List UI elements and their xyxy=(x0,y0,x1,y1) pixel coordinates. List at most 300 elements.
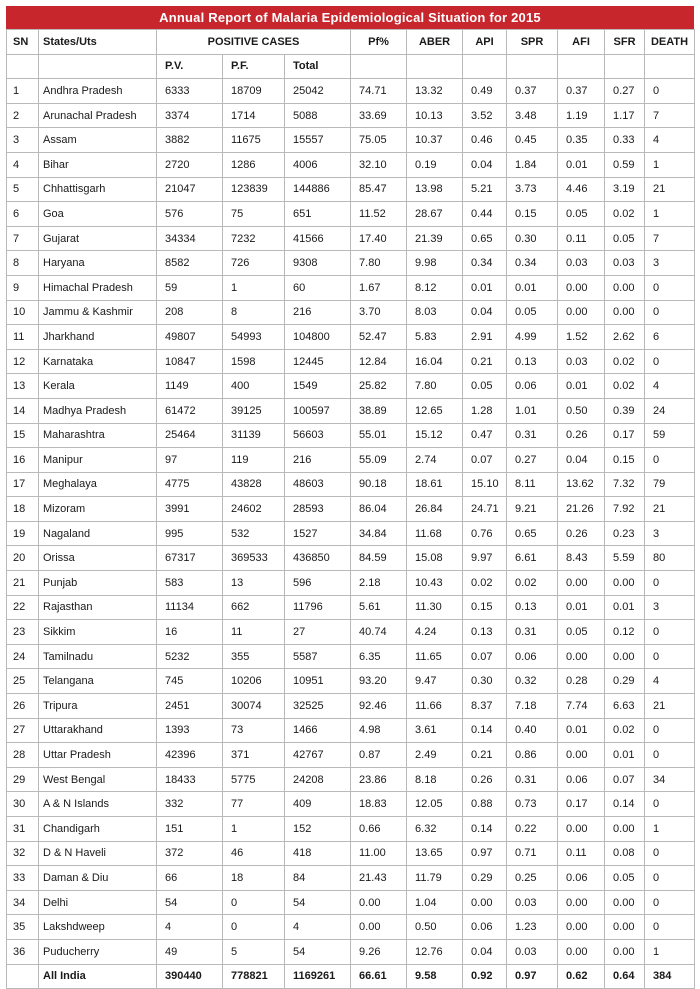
cell-sfr: 0.02 xyxy=(605,202,645,227)
cell-spr: 6.61 xyxy=(507,546,558,571)
cell-pf: 24602 xyxy=(223,497,285,522)
cell-aber: 2.49 xyxy=(407,743,463,768)
cell-afi: 0.37 xyxy=(558,79,605,104)
cell-api: 3.52 xyxy=(463,103,507,128)
header-afi: AFI xyxy=(558,30,605,55)
cell-afi: 7.74 xyxy=(558,694,605,719)
cell-api: 0.65 xyxy=(463,226,507,251)
cell-api: 0.30 xyxy=(463,669,507,694)
cell-pf: 54993 xyxy=(223,325,285,350)
cell-afi: 0.03 xyxy=(558,251,605,276)
cell-death: 0 xyxy=(645,620,695,645)
cell-pv: 5232 xyxy=(157,644,223,669)
cell-aber: 5.83 xyxy=(407,325,463,350)
cell-afi: 1.52 xyxy=(558,325,605,350)
cell-pv: 4 xyxy=(157,915,223,940)
cell-pf: 726 xyxy=(223,251,285,276)
cell-pf: 73 xyxy=(223,718,285,743)
cell-sfr: 0.00 xyxy=(605,571,645,596)
cell-sfr: 7.32 xyxy=(605,472,645,497)
cell-pf-pct: 84.59 xyxy=(351,546,407,571)
cell-pv: 3991 xyxy=(157,497,223,522)
cell-sn: 34 xyxy=(7,890,39,915)
cell-total: 12445 xyxy=(285,349,351,374)
cell-total: 11796 xyxy=(285,595,351,620)
cell-aber: 9.98 xyxy=(407,251,463,276)
cell-sn: 33 xyxy=(7,866,39,891)
cell-pf: 1 xyxy=(223,275,285,300)
table-row xyxy=(7,448,695,473)
cell-pf: 1598 xyxy=(223,349,285,374)
cell-afi: 0.11 xyxy=(558,226,605,251)
total-cell-afi: 0.62 xyxy=(558,964,605,989)
cell-state: West Bengal xyxy=(39,767,157,792)
subheader-empty xyxy=(39,54,157,79)
table-row xyxy=(7,743,695,768)
cell-sfr: 0.03 xyxy=(605,251,645,276)
cell-sn: 8 xyxy=(7,251,39,276)
cell-death: 7 xyxy=(645,226,695,251)
cell-total: 15557 xyxy=(285,128,351,153)
table-row xyxy=(7,423,695,448)
cell-sfr: 0.05 xyxy=(605,226,645,251)
cell-afi: 0.01 xyxy=(558,718,605,743)
cell-sn: 22 xyxy=(7,595,39,620)
table-row xyxy=(7,103,695,128)
cell-sfr: 0.15 xyxy=(605,448,645,473)
cell-aber: 11.65 xyxy=(407,644,463,669)
cell-state: Uttarakhand xyxy=(39,718,157,743)
subheader-empty xyxy=(351,54,407,79)
cell-pv: 18433 xyxy=(157,767,223,792)
cell-aber: 4.24 xyxy=(407,620,463,645)
cell-aber: 7.80 xyxy=(407,374,463,399)
cell-sfr: 0.29 xyxy=(605,669,645,694)
cell-state: Gujarat xyxy=(39,226,157,251)
cell-aber: 11.30 xyxy=(407,595,463,620)
cell-pf: 77 xyxy=(223,792,285,817)
cell-pf-pct: 1.67 xyxy=(351,275,407,300)
cell-sfr: 1.17 xyxy=(605,103,645,128)
cell-spr: 0.71 xyxy=(507,841,558,866)
cell-total: 4006 xyxy=(285,152,351,177)
cell-total: 41566 xyxy=(285,226,351,251)
cell-spr: 0.22 xyxy=(507,817,558,842)
cell-pf: 371 xyxy=(223,743,285,768)
cell-spr: 0.86 xyxy=(507,743,558,768)
table-row xyxy=(7,595,695,620)
cell-state: Bihar xyxy=(39,152,157,177)
total-cell-api: 0.92 xyxy=(463,964,507,989)
cell-sfr: 0.00 xyxy=(605,939,645,964)
header-death: DEATH xyxy=(645,30,695,55)
cell-total: 28593 xyxy=(285,497,351,522)
table-row xyxy=(7,669,695,694)
cell-aber: 21.39 xyxy=(407,226,463,251)
cell-sn: 20 xyxy=(7,546,39,571)
cell-state: Arunachal Pradesh xyxy=(39,103,157,128)
cell-state: Orissa xyxy=(39,546,157,571)
cell-spr: 0.13 xyxy=(507,349,558,374)
cell-afi: 0.28 xyxy=(558,669,605,694)
cell-spr: 0.27 xyxy=(507,448,558,473)
table-row xyxy=(7,226,695,251)
cell-api: 15.10 xyxy=(463,472,507,497)
cell-state: Delhi xyxy=(39,890,157,915)
cell-state: Tamilnadu xyxy=(39,644,157,669)
cell-spr: 0.13 xyxy=(507,595,558,620)
table-row xyxy=(7,79,695,104)
cell-pv: 2720 xyxy=(157,152,223,177)
cell-spr: 0.05 xyxy=(507,300,558,325)
cell-aber: 1.04 xyxy=(407,890,463,915)
subheader-empty xyxy=(507,54,558,79)
cell-api: 0.00 xyxy=(463,890,507,915)
cell-sfr: 0.23 xyxy=(605,521,645,546)
cell-aber: 15.08 xyxy=(407,546,463,571)
cell-pf: 1286 xyxy=(223,152,285,177)
header-sn: SN xyxy=(7,30,39,55)
cell-afi: 0.00 xyxy=(558,275,605,300)
cell-pf-pct: 0.00 xyxy=(351,915,407,940)
cell-afi: 0.00 xyxy=(558,644,605,669)
cell-api: 0.01 xyxy=(463,275,507,300)
cell-spr: 0.40 xyxy=(507,718,558,743)
cell-afi: 0.03 xyxy=(558,349,605,374)
cell-aber: 6.32 xyxy=(407,817,463,842)
cell-spr: 0.03 xyxy=(507,939,558,964)
cell-afi: 0.00 xyxy=(558,817,605,842)
cell-sfr: 0.01 xyxy=(605,743,645,768)
cell-pv: 332 xyxy=(157,792,223,817)
cell-sn: 26 xyxy=(7,694,39,719)
cell-afi: 0.35 xyxy=(558,128,605,153)
cell-afi: 0.00 xyxy=(558,915,605,940)
cell-pv: 16 xyxy=(157,620,223,645)
cell-pf-pct: 0.87 xyxy=(351,743,407,768)
cell-pf: 11 xyxy=(223,620,285,645)
cell-sfr: 0.39 xyxy=(605,398,645,423)
table-row xyxy=(7,128,695,153)
table-row xyxy=(7,398,695,423)
cell-spr: 0.15 xyxy=(507,202,558,227)
cell-state: Jammu & Kashmir xyxy=(39,300,157,325)
cell-death: 0 xyxy=(645,890,695,915)
subheader-total: Total xyxy=(285,54,351,79)
cell-pf-pct: 25.82 xyxy=(351,374,407,399)
cell-afi: 0.06 xyxy=(558,866,605,891)
cell-pf-pct: 9.26 xyxy=(351,939,407,964)
cell-sfr: 0.27 xyxy=(605,79,645,104)
cell-sfr: 0.00 xyxy=(605,817,645,842)
cell-pf: 400 xyxy=(223,374,285,399)
table-row xyxy=(7,497,695,522)
cell-pf-pct: 3.70 xyxy=(351,300,407,325)
cell-afi: 0.00 xyxy=(558,300,605,325)
cell-afi: 0.01 xyxy=(558,152,605,177)
table-row xyxy=(7,275,695,300)
cell-aber: 13.65 xyxy=(407,841,463,866)
cell-pv: 67317 xyxy=(157,546,223,571)
cell-aber: 3.61 xyxy=(407,718,463,743)
cell-api: 0.88 xyxy=(463,792,507,817)
table-row xyxy=(7,620,695,645)
table-row xyxy=(7,866,695,891)
cell-pf: 532 xyxy=(223,521,285,546)
cell-aber: 12.65 xyxy=(407,398,463,423)
cell-total: 25042 xyxy=(285,79,351,104)
cell-afi: 0.05 xyxy=(558,202,605,227)
cell-spr: 8.11 xyxy=(507,472,558,497)
subheader-empty xyxy=(645,54,695,79)
cell-afi: 0.04 xyxy=(558,448,605,473)
cell-pv: 372 xyxy=(157,841,223,866)
cell-pv: 3374 xyxy=(157,103,223,128)
cell-sn: 24 xyxy=(7,644,39,669)
cell-death: 80 xyxy=(645,546,695,571)
cell-sn: 18 xyxy=(7,497,39,522)
report-title: Annual Report of Malaria Epidemiological Situation for 2015 xyxy=(6,6,694,29)
cell-total: 4 xyxy=(285,915,351,940)
cell-death: 3 xyxy=(645,251,695,276)
header-states: States/Uts xyxy=(39,30,157,55)
cell-spr: 3.48 xyxy=(507,103,558,128)
cell-pv: 151 xyxy=(157,817,223,842)
cell-pv: 3882 xyxy=(157,128,223,153)
cell-sn: 7 xyxy=(7,226,39,251)
table-row xyxy=(7,644,695,669)
cell-sn: 17 xyxy=(7,472,39,497)
cell-aber: 13.32 xyxy=(407,79,463,104)
header-sfr: SFR xyxy=(605,30,645,55)
header-row xyxy=(7,30,695,55)
cell-sn: 23 xyxy=(7,620,39,645)
cell-death: 3 xyxy=(645,595,695,620)
cell-pf-pct: 90.18 xyxy=(351,472,407,497)
cell-death: 1 xyxy=(645,939,695,964)
cell-pf: 0 xyxy=(223,915,285,940)
cell-pf: 5775 xyxy=(223,767,285,792)
cell-sfr: 0.12 xyxy=(605,620,645,645)
cell-pf: 7232 xyxy=(223,226,285,251)
cell-pv: 59 xyxy=(157,275,223,300)
cell-pf-pct: 0.66 xyxy=(351,817,407,842)
cell-pv: 66 xyxy=(157,866,223,891)
cell-api: 9.97 xyxy=(463,546,507,571)
cell-aber: 10.37 xyxy=(407,128,463,153)
table-row xyxy=(7,472,695,497)
table-row xyxy=(7,694,695,719)
cell-pf: 662 xyxy=(223,595,285,620)
cell-api: 0.04 xyxy=(463,152,507,177)
cell-pf: 8 xyxy=(223,300,285,325)
cell-aber: 0.19 xyxy=(407,152,463,177)
cell-api: 0.14 xyxy=(463,817,507,842)
cell-sn: 31 xyxy=(7,817,39,842)
cell-state: Telangana xyxy=(39,669,157,694)
cell-sfr: 0.00 xyxy=(605,275,645,300)
cell-pf-pct: 7.80 xyxy=(351,251,407,276)
cell-total: 48603 xyxy=(285,472,351,497)
cell-afi: 0.05 xyxy=(558,620,605,645)
cell-api: 0.07 xyxy=(463,644,507,669)
cell-aber: 9.47 xyxy=(407,669,463,694)
cell-total: 56603 xyxy=(285,423,351,448)
cell-pv: 49 xyxy=(157,939,223,964)
cell-pf-pct: 40.74 xyxy=(351,620,407,645)
cell-pv: 583 xyxy=(157,571,223,596)
cell-pv: 2451 xyxy=(157,694,223,719)
header-api: API xyxy=(463,30,507,55)
cell-aber: 12.05 xyxy=(407,792,463,817)
cell-afi: 1.19 xyxy=(558,103,605,128)
cell-death: 0 xyxy=(645,79,695,104)
cell-api: 0.21 xyxy=(463,743,507,768)
cell-pv: 97 xyxy=(157,448,223,473)
subheader-empty xyxy=(7,54,39,79)
cell-state: Assam xyxy=(39,128,157,153)
table-row xyxy=(7,374,695,399)
cell-total: 27 xyxy=(285,620,351,645)
cell-afi: 21.26 xyxy=(558,497,605,522)
cell-sn: 3 xyxy=(7,128,39,153)
subheader-empty xyxy=(463,54,507,79)
cell-api: 0.14 xyxy=(463,718,507,743)
cell-state: Meghalaya xyxy=(39,472,157,497)
subheader-empty xyxy=(605,54,645,79)
cell-aber: 28.67 xyxy=(407,202,463,227)
subheader-row xyxy=(7,54,695,79)
subheader-empty xyxy=(558,54,605,79)
cell-afi: 0.11 xyxy=(558,841,605,866)
cell-total: 418 xyxy=(285,841,351,866)
cell-state: Kerala xyxy=(39,374,157,399)
cell-sfr: 0.05 xyxy=(605,866,645,891)
cell-sn: 30 xyxy=(7,792,39,817)
cell-sn: 15 xyxy=(7,423,39,448)
cell-sn: 21 xyxy=(7,571,39,596)
cell-pf: 18 xyxy=(223,866,285,891)
cell-death: 0 xyxy=(645,866,695,891)
cell-aber: 8.12 xyxy=(407,275,463,300)
cell-spr: 0.73 xyxy=(507,792,558,817)
total-cell-sn xyxy=(7,964,39,989)
cell-sfr: 3.19 xyxy=(605,177,645,202)
cell-spr: 4.99 xyxy=(507,325,558,350)
cell-pf-pct: 4.98 xyxy=(351,718,407,743)
cell-total: 5088 xyxy=(285,103,351,128)
cell-api: 0.15 xyxy=(463,595,507,620)
cell-total: 54 xyxy=(285,939,351,964)
cell-pf-pct: 85.47 xyxy=(351,177,407,202)
cell-spr: 3.73 xyxy=(507,177,558,202)
cell-aber: 26.84 xyxy=(407,497,463,522)
cell-spr: 0.37 xyxy=(507,79,558,104)
cell-total: 104800 xyxy=(285,325,351,350)
cell-state: A & N Islands xyxy=(39,792,157,817)
cell-pv: 995 xyxy=(157,521,223,546)
cell-pv: 208 xyxy=(157,300,223,325)
cell-sn: 10 xyxy=(7,300,39,325)
cell-state: Andhra Pradesh xyxy=(39,79,157,104)
cell-pf-pct: 0.00 xyxy=(351,890,407,915)
table-row xyxy=(7,546,695,571)
cell-total: 651 xyxy=(285,202,351,227)
cell-state: Jharkhand xyxy=(39,325,157,350)
cell-total: 84 xyxy=(285,866,351,891)
cell-pf-pct: 34.84 xyxy=(351,521,407,546)
cell-pf: 31139 xyxy=(223,423,285,448)
cell-aber: 15.12 xyxy=(407,423,463,448)
cell-state: Haryana xyxy=(39,251,157,276)
cell-aber: 12.76 xyxy=(407,939,463,964)
cell-sfr: 7.92 xyxy=(605,497,645,522)
table-row xyxy=(7,939,695,964)
total-cell-sfr: 0.64 xyxy=(605,964,645,989)
cell-spr: 0.02 xyxy=(507,571,558,596)
cell-sn: 2 xyxy=(7,103,39,128)
total-cell-aber: 9.58 xyxy=(407,964,463,989)
cell-state: Sikkim xyxy=(39,620,157,645)
cell-spr: 0.31 xyxy=(507,620,558,645)
cell-sn: 25 xyxy=(7,669,39,694)
cell-api: 24.71 xyxy=(463,497,507,522)
cell-afi: 8.43 xyxy=(558,546,605,571)
cell-pv: 8582 xyxy=(157,251,223,276)
cell-pf: 10206 xyxy=(223,669,285,694)
cell-sfr: 0.00 xyxy=(605,890,645,915)
cell-api: 0.49 xyxy=(463,79,507,104)
cell-pf-pct: 5.61 xyxy=(351,595,407,620)
cell-pf: 13 xyxy=(223,571,285,596)
cell-spr: 0.06 xyxy=(507,374,558,399)
cell-pv: 745 xyxy=(157,669,223,694)
cell-pf-pct: 93.20 xyxy=(351,669,407,694)
cell-api: 0.07 xyxy=(463,448,507,473)
cell-pf-pct: 52.47 xyxy=(351,325,407,350)
cell-sfr: 0.00 xyxy=(605,644,645,669)
cell-total: 596 xyxy=(285,571,351,596)
cell-total: 10951 xyxy=(285,669,351,694)
cell-death: 59 xyxy=(645,423,695,448)
cell-sn: 28 xyxy=(7,743,39,768)
cell-pv: 10847 xyxy=(157,349,223,374)
cell-api: 0.13 xyxy=(463,620,507,645)
cell-pf: 30074 xyxy=(223,694,285,719)
cell-spr: 1.23 xyxy=(507,915,558,940)
cell-death: 7 xyxy=(645,103,695,128)
cell-pv: 49807 xyxy=(157,325,223,350)
cell-state: Lakshdweep xyxy=(39,915,157,940)
cell-total: 1527 xyxy=(285,521,351,546)
cell-total: 216 xyxy=(285,300,351,325)
cell-pf-pct: 38.89 xyxy=(351,398,407,423)
cell-sfr: 5.59 xyxy=(605,546,645,571)
cell-pf: 5 xyxy=(223,939,285,964)
table-row xyxy=(7,841,695,866)
cell-state: Punjab xyxy=(39,571,157,596)
cell-sfr: 6.63 xyxy=(605,694,645,719)
cell-spr: 0.34 xyxy=(507,251,558,276)
cell-death: 0 xyxy=(645,915,695,940)
cell-sfr: 0.17 xyxy=(605,423,645,448)
cell-total: 1549 xyxy=(285,374,351,399)
cell-sn: 9 xyxy=(7,275,39,300)
cell-sn: 6 xyxy=(7,202,39,227)
cell-aber: 10.43 xyxy=(407,571,463,596)
cell-afi: 13.62 xyxy=(558,472,605,497)
table-row xyxy=(7,325,695,350)
